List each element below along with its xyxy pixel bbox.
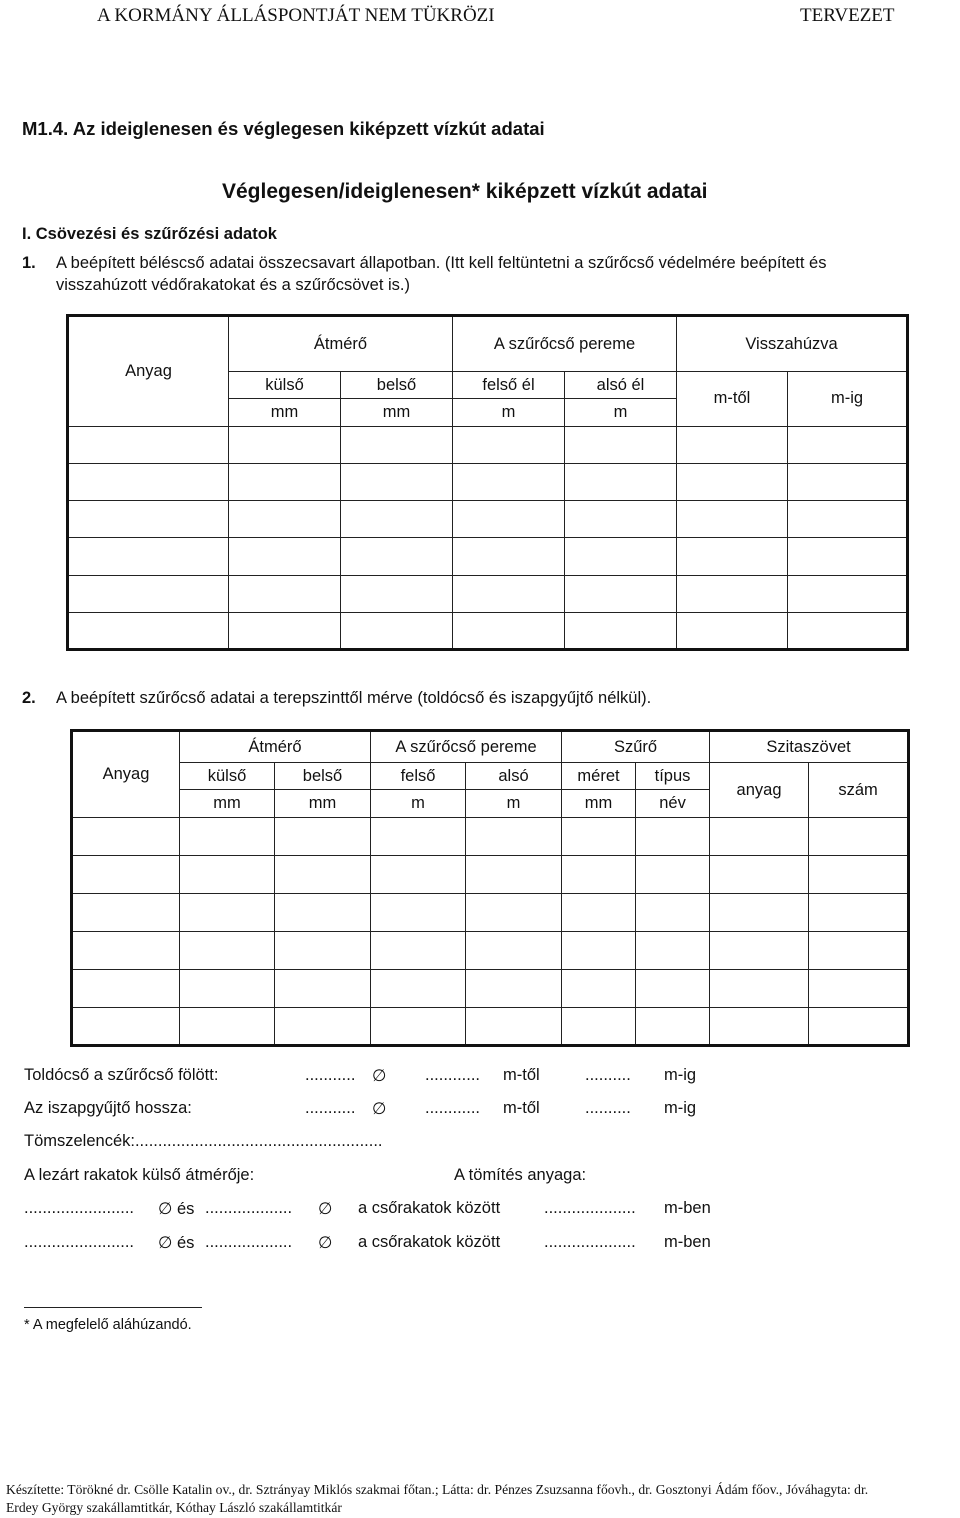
table-cell[interactable] bbox=[371, 894, 466, 932]
col-header-felso-el: felső él bbox=[453, 372, 565, 399]
table-cell[interactable] bbox=[710, 856, 809, 894]
rakat-dots-c[interactable]: .................... bbox=[544, 1233, 636, 1251]
diameter-symbol: ∅ bbox=[318, 1234, 333, 1252]
table-cell[interactable] bbox=[466, 856, 562, 894]
table-cell[interactable] bbox=[275, 1008, 371, 1046]
table-row bbox=[68, 612, 908, 649]
table-cell[interactable] bbox=[710, 818, 809, 856]
table-cell[interactable] bbox=[565, 426, 677, 463]
table-row bbox=[72, 856, 909, 894]
col-header-felso: felső bbox=[371, 763, 466, 790]
col-header-visszahuzva: Visszahúzva bbox=[677, 316, 908, 372]
table-cell[interactable] bbox=[453, 463, 565, 500]
es-label: ∅ és bbox=[158, 1200, 195, 1218]
table-cell[interactable] bbox=[677, 575, 788, 612]
table-cell[interactable] bbox=[677, 463, 788, 500]
table-cell[interactable] bbox=[788, 501, 908, 538]
table-cell[interactable] bbox=[68, 501, 229, 538]
footnote: * A megfelelő aláhúzandó. bbox=[24, 1317, 192, 1333]
col-header-tipus: típus bbox=[636, 763, 710, 790]
table-cell[interactable] bbox=[809, 970, 909, 1008]
unit-mm: mm bbox=[180, 790, 275, 818]
footer-line1: Készítette: Törökné dr. Csölle Katalin ov., dr. Sztrányay Miklós szakmai főtan.; Látta: dr. Pénzes Zsuzsanna főovh., dr. Gosztonyi Ádám főov., Jóváhagyta: dr. bbox=[6, 1482, 869, 1497]
table-cell[interactable] bbox=[180, 1008, 275, 1046]
header-right: TERVEZET bbox=[800, 5, 895, 26]
table-cell[interactable] bbox=[229, 426, 341, 463]
iszap-label: Az iszapgyűjtő hossza: bbox=[24, 1099, 192, 1117]
tomites-label: A tömítés anyaga: bbox=[454, 1166, 587, 1184]
kozott-label: a csőrakatok között bbox=[358, 1199, 501, 1217]
col-header-belso: belső bbox=[341, 372, 453, 399]
table-cell[interactable] bbox=[466, 970, 562, 1008]
part1-title: I. Csövezési és szűrőzési adatok bbox=[22, 225, 277, 243]
table-cell[interactable] bbox=[275, 818, 371, 856]
es-label: ∅ és bbox=[158, 1234, 195, 1252]
table-cell[interactable] bbox=[371, 1008, 466, 1046]
table-cell[interactable] bbox=[636, 932, 710, 970]
table-cell[interactable] bbox=[710, 1008, 809, 1046]
table-cell[interactable] bbox=[68, 538, 229, 575]
col-header-mtol: m-től bbox=[677, 372, 788, 426]
table-cell[interactable] bbox=[636, 856, 710, 894]
table-cell[interactable] bbox=[72, 1008, 180, 1046]
table-cell[interactable] bbox=[72, 856, 180, 894]
table-cell[interactable] bbox=[229, 463, 341, 500]
col-header-also: alsó bbox=[466, 763, 562, 790]
table-cell[interactable] bbox=[72, 932, 180, 970]
table-cell[interactable] bbox=[341, 463, 453, 500]
col-header-anyag: Anyag bbox=[68, 316, 229, 427]
diameter-symbol: ∅ bbox=[372, 1100, 387, 1118]
table-cell[interactable] bbox=[72, 894, 180, 932]
unit-mm: mm bbox=[562, 790, 636, 818]
table-cell[interactable] bbox=[677, 612, 788, 649]
table-cell[interactable] bbox=[565, 575, 677, 612]
tomszelencek-field[interactable]: Tömszelencék:...................................................... bbox=[24, 1132, 383, 1150]
screen-table bbox=[70, 729, 910, 1047]
table-cell[interactable] bbox=[562, 894, 636, 932]
col-header-szuro: Szűrő bbox=[562, 731, 710, 763]
table-row bbox=[68, 538, 908, 575]
table-row bbox=[68, 463, 908, 500]
table-cell[interactable] bbox=[453, 575, 565, 612]
table-cell[interactable] bbox=[453, 612, 565, 649]
item1-text-line1: A beépített béléscső adatai összecsavart állapotban. (Itt kell feltüntetni a szűrőcső védelmére beépített és bbox=[56, 254, 827, 272]
table-cell[interactable] bbox=[453, 426, 565, 463]
table-cell[interactable] bbox=[341, 426, 453, 463]
table-cell[interactable] bbox=[341, 612, 453, 649]
table-cell[interactable] bbox=[710, 970, 809, 1008]
table-row bbox=[72, 1008, 909, 1046]
iszap-from-dots[interactable]: ............ bbox=[425, 1099, 481, 1117]
table-cell[interactable] bbox=[68, 575, 229, 612]
col-header-mig: m-ig bbox=[788, 372, 908, 426]
table-cell[interactable] bbox=[677, 426, 788, 463]
table-cell[interactable] bbox=[562, 1008, 636, 1046]
table-cell[interactable] bbox=[788, 575, 908, 612]
table-cell[interactable] bbox=[710, 932, 809, 970]
table-cell[interactable] bbox=[809, 1008, 909, 1046]
table-cell[interactable] bbox=[341, 538, 453, 575]
rakat-dots-a[interactable]: ........................ bbox=[24, 1199, 135, 1217]
table-cell[interactable] bbox=[275, 970, 371, 1008]
mig-label: m-ig bbox=[664, 1099, 697, 1117]
footer-line2: Erdey György szakállamtitkár, Kóthay László szakállamtitkár bbox=[6, 1500, 342, 1515]
table-cell[interactable] bbox=[809, 932, 909, 970]
table-cell[interactable] bbox=[809, 894, 909, 932]
table-cell[interactable] bbox=[788, 538, 908, 575]
table-cell[interactable] bbox=[68, 463, 229, 500]
toldocso-label: Toldócső a szűrőcső fölött: bbox=[24, 1066, 219, 1084]
col-header-pereme: A szűrőcső pereme bbox=[371, 731, 562, 763]
table-cell[interactable] bbox=[788, 612, 908, 649]
table-cell[interactable] bbox=[565, 612, 677, 649]
unit-mm: mm bbox=[229, 399, 341, 426]
table-cell[interactable] bbox=[565, 463, 677, 500]
table-cell[interactable] bbox=[562, 818, 636, 856]
mig-label: m-ig bbox=[664, 1066, 697, 1084]
table-cell[interactable] bbox=[68, 612, 229, 649]
mtol-label: m-től bbox=[503, 1066, 540, 1084]
item1-text-line2: visszahúzott védőrakatokat és a szűrőcsövet is.) bbox=[56, 276, 410, 294]
table-cell[interactable] bbox=[565, 501, 677, 538]
iszap-to-dots[interactable]: .......... bbox=[585, 1099, 631, 1117]
col-header-kulso: külső bbox=[180, 763, 275, 790]
table-cell[interactable] bbox=[180, 894, 275, 932]
table-row bbox=[72, 894, 909, 932]
mben-label: m-ben bbox=[664, 1199, 711, 1217]
unit-m: m bbox=[466, 790, 562, 818]
rakat-dots-b[interactable]: ................... bbox=[205, 1233, 293, 1251]
table-cell[interactable] bbox=[636, 1008, 710, 1046]
table-cell[interactable] bbox=[275, 894, 371, 932]
table-cell[interactable] bbox=[636, 818, 710, 856]
unit-mm: mm bbox=[275, 790, 371, 818]
table-cell[interactable] bbox=[466, 894, 562, 932]
col-header-pereme: A szűrőcső pereme bbox=[453, 316, 677, 372]
toldocso-to-dots[interactable]: .......... bbox=[585, 1066, 631, 1084]
table-cell[interactable] bbox=[275, 856, 371, 894]
item2-number: 2. bbox=[22, 689, 36, 707]
item1-number: 1. bbox=[22, 254, 36, 272]
table-cell[interactable] bbox=[180, 818, 275, 856]
mben-label: m-ben bbox=[664, 1233, 711, 1251]
table-cell[interactable] bbox=[466, 818, 562, 856]
diameter-symbol: ∅ bbox=[318, 1200, 333, 1218]
section-title: M1.4. Az ideiglenesen és véglegesen kiképzett vízkút adatai bbox=[22, 118, 545, 139]
table-cell[interactable] bbox=[371, 970, 466, 1008]
table-cell[interactable] bbox=[453, 501, 565, 538]
casing-table bbox=[66, 314, 909, 651]
table-row bbox=[72, 932, 909, 970]
table-cell[interactable] bbox=[466, 932, 562, 970]
table-cell[interactable] bbox=[180, 970, 275, 1008]
diameter-symbol: ∅ bbox=[372, 1067, 387, 1085]
table-cell[interactable] bbox=[229, 612, 341, 649]
unit-m: m bbox=[565, 399, 677, 426]
col-header-meret: méret bbox=[562, 763, 636, 790]
table-cell[interactable] bbox=[636, 894, 710, 932]
col-header-sz-anyag: anyag bbox=[710, 763, 809, 818]
item2-text: A beépített szűrőcső adatai a terepszinttől mérve (toldócső és iszapgyűjtő nélkül). bbox=[56, 689, 652, 707]
table-cell[interactable] bbox=[229, 575, 341, 612]
table-row bbox=[68, 575, 908, 612]
table-cell[interactable] bbox=[229, 501, 341, 538]
table-row bbox=[72, 818, 909, 856]
table-cell[interactable] bbox=[677, 538, 788, 575]
col-header-szitaszovet: Szitaszövet bbox=[710, 731, 909, 763]
table-row bbox=[72, 970, 909, 1008]
table-cell[interactable] bbox=[636, 970, 710, 1008]
table-cell[interactable] bbox=[710, 894, 809, 932]
table-cell[interactable] bbox=[68, 426, 229, 463]
table-cell[interactable] bbox=[371, 856, 466, 894]
toldocso-diam-dots[interactable]: ........... bbox=[305, 1066, 356, 1084]
table-cell[interactable] bbox=[453, 538, 565, 575]
table-cell[interactable] bbox=[788, 426, 908, 463]
table-cell[interactable] bbox=[72, 970, 180, 1008]
col-header-also-el: alsó él bbox=[565, 372, 677, 399]
rakat-dots-c[interactable]: .................... bbox=[544, 1199, 636, 1217]
table-cell[interactable] bbox=[562, 932, 636, 970]
table-row bbox=[68, 501, 908, 538]
kozott-label: a csőrakatok között bbox=[358, 1233, 501, 1251]
table-cell[interactable] bbox=[229, 538, 341, 575]
table-cell[interactable] bbox=[562, 856, 636, 894]
table-cell[interactable] bbox=[371, 932, 466, 970]
table-cell[interactable] bbox=[562, 970, 636, 1008]
col-header-szam: szám bbox=[809, 763, 909, 818]
iszap-diam-dots[interactable]: ........... bbox=[305, 1099, 356, 1117]
col-header-atmero: Átmérő bbox=[229, 316, 453, 372]
table-cell[interactable] bbox=[180, 932, 275, 970]
footnote-divider bbox=[24, 1307, 202, 1308]
unit-m: m bbox=[371, 790, 466, 818]
table-row bbox=[68, 426, 908, 463]
col-header-kulso: külső bbox=[229, 372, 341, 399]
col-header-atmero: Átmérő bbox=[180, 731, 371, 763]
table-cell[interactable] bbox=[341, 501, 453, 538]
table-cell[interactable] bbox=[466, 1008, 562, 1046]
toldocso-from-dots[interactable]: ............ bbox=[425, 1066, 481, 1084]
unit-mm: mm bbox=[341, 399, 453, 426]
table-cell[interactable] bbox=[809, 818, 909, 856]
table-cell[interactable] bbox=[275, 932, 371, 970]
table-cell[interactable] bbox=[565, 538, 677, 575]
rakat-dots-a[interactable]: ........................ bbox=[24, 1233, 135, 1251]
mtol-label: m-től bbox=[503, 1099, 540, 1117]
rakat-dots-b[interactable]: ................... bbox=[205, 1199, 293, 1217]
col-header-belso: belső bbox=[275, 763, 371, 790]
header-left: A KORMÁNY ÁLLÁSPONTJÁT NEM TÜKRÖZI bbox=[97, 5, 495, 26]
table-cell[interactable] bbox=[677, 501, 788, 538]
lezart-label: A lezárt rakatok külső átmérője: bbox=[24, 1166, 255, 1184]
table-cell[interactable] bbox=[180, 856, 275, 894]
table-cell[interactable] bbox=[341, 575, 453, 612]
table-cell[interactable] bbox=[809, 856, 909, 894]
unit-m: m bbox=[453, 399, 565, 426]
table-cell[interactable] bbox=[371, 818, 466, 856]
form-title: Véglegesen/ideiglenesen* kiképzett vízkút adatai bbox=[222, 180, 708, 203]
table-cell[interactable] bbox=[72, 818, 180, 856]
unit-nev: név bbox=[636, 790, 710, 818]
col-header-anyag: Anyag bbox=[72, 731, 180, 818]
table-cell[interactable] bbox=[788, 463, 908, 500]
